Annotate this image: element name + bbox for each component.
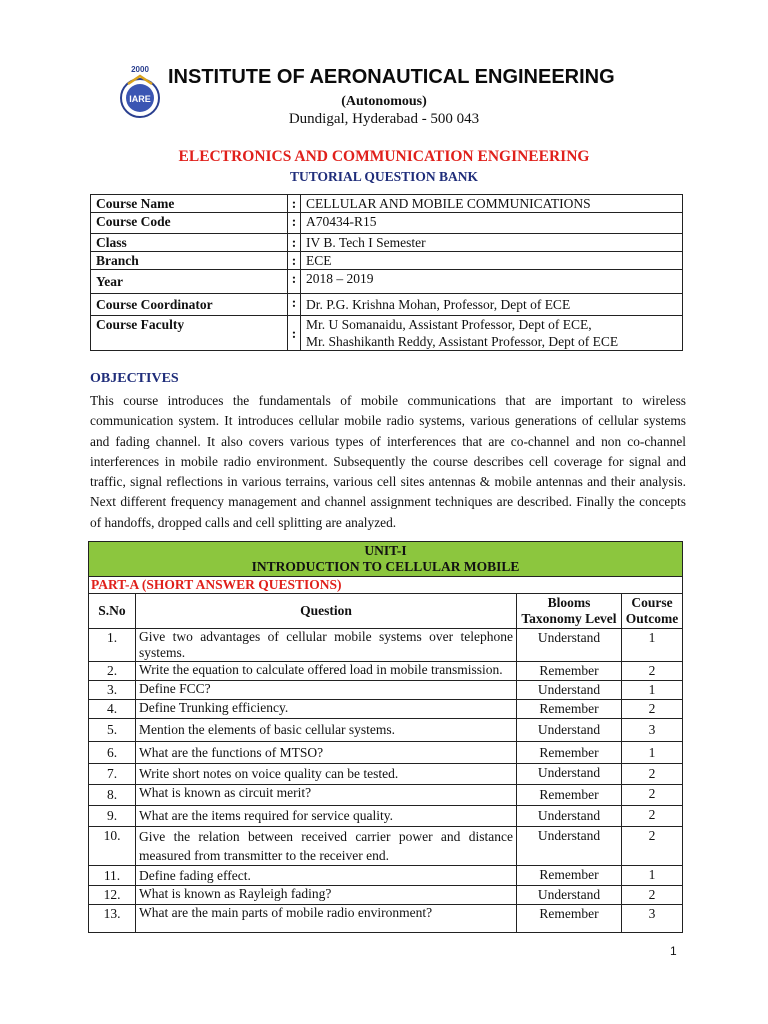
info-key: Course Code bbox=[91, 213, 288, 234]
info-key: Year bbox=[91, 270, 288, 294]
cell-question: Write the equation to calculate offered load in mobile transmission. bbox=[136, 662, 517, 681]
cell-sno: 5. bbox=[89, 719, 136, 742]
table-row bbox=[89, 742, 683, 764]
address: Dundigal, Hyderabad - 500 043 bbox=[288, 111, 480, 127]
cell-sno: 2. bbox=[89, 662, 136, 681]
cell-sno: 7. bbox=[89, 764, 136, 785]
objectives-text: This course introduces the fundamentals of mobile communications that are important to wireless communication system. It introduces cellular mobile radio systems, various generations of cellular systems and fading channel. It also covers various types of interferences that are co-channel and non co-channel interferences in mobile radio environment. Subsequently the course describes cell coverage for signal and traffic, signal reflections in various terrains, various cell sites antennas & mobile antennas and their analysis. Next different frequency management and channel assignment techniques are described. Finally the concepts of handoffs, dropped calls and cell splitting are analyzed. bbox=[90, 393, 686, 530]
cell-sno: 13. bbox=[89, 905, 136, 933]
course-info-table bbox=[90, 194, 683, 351]
table-row bbox=[89, 866, 683, 886]
table-row bbox=[89, 662, 683, 681]
cell-outcome: 1 bbox=[622, 681, 683, 700]
header-outcome-line2: Outcome bbox=[625, 611, 679, 626]
table-row bbox=[89, 905, 683, 933]
cell-outcome: 2 bbox=[622, 700, 683, 719]
cell-blooms: Remember bbox=[517, 785, 622, 806]
cell-question: Define Trunking efficiency. bbox=[136, 700, 517, 719]
cell-sno: 12. bbox=[89, 886, 136, 905]
cell-blooms: Remember bbox=[517, 905, 622, 933]
cell-sno: 9. bbox=[89, 806, 136, 827]
cell-blooms: Understand bbox=[517, 629, 622, 662]
info-key: Course Faculty bbox=[91, 316, 288, 351]
info-key: Course Coordinator bbox=[91, 294, 288, 316]
header-outcome-line1: Course bbox=[631, 595, 673, 610]
cell-outcome: 1 bbox=[622, 866, 683, 886]
column-header-row bbox=[89, 594, 683, 629]
cell-question: Mention the elements of basic cellular systems. bbox=[136, 719, 517, 742]
info-value: Dr. P.G. Krishna Mohan, Professor, Dept of ECE bbox=[301, 294, 683, 316]
info-key: Class bbox=[91, 234, 288, 252]
cell-blooms: Understand bbox=[517, 886, 622, 905]
unit-label: UNIT-I bbox=[364, 543, 407, 558]
cell-blooms: Understand bbox=[517, 719, 622, 742]
info-sep: : bbox=[288, 234, 301, 252]
cell-sno: 10. bbox=[89, 827, 136, 866]
cell-outcome: 2 bbox=[622, 806, 683, 827]
cell-blooms: Remember bbox=[517, 662, 622, 681]
objectives-heading: OBJECTIVES bbox=[90, 371, 179, 386]
logo-text: IARE bbox=[129, 94, 151, 104]
faculty-line-1: Mr. U Somanaidu, Assistant Professor, Dept of ECE, bbox=[306, 317, 592, 332]
cell-outcome: 2 bbox=[622, 827, 683, 866]
cell-question: Define FCC? bbox=[136, 681, 517, 700]
question-table bbox=[88, 541, 683, 933]
part-row bbox=[89, 577, 683, 594]
cell-blooms: Remember bbox=[517, 742, 622, 764]
info-row bbox=[91, 316, 683, 351]
cell-sno: 6. bbox=[89, 742, 136, 764]
header-blooms bbox=[517, 594, 622, 629]
table-row bbox=[89, 681, 683, 700]
cell-outcome: 2 bbox=[622, 785, 683, 806]
info-key: Course Name bbox=[91, 195, 288, 213]
info-value bbox=[301, 316, 683, 351]
cell-question: What is known as circuit merit? bbox=[136, 785, 517, 806]
table-row bbox=[89, 700, 683, 719]
table-row bbox=[89, 764, 683, 785]
table-row bbox=[89, 719, 683, 742]
info-value: A70434-R15 bbox=[301, 213, 683, 234]
cell-sno: 4. bbox=[89, 700, 136, 719]
info-row bbox=[91, 195, 683, 213]
table-row bbox=[89, 785, 683, 806]
table-row bbox=[89, 886, 683, 905]
cell-sno: 11. bbox=[89, 866, 136, 886]
cell-outcome: 2 bbox=[622, 662, 683, 681]
cell-question: What are the main parts of mobile radio environment? bbox=[136, 905, 517, 933]
header-blooms-line2: Taxonomy Level bbox=[521, 611, 617, 626]
cell-question: What are the functions of MTSO? bbox=[136, 742, 517, 764]
cell-outcome: 1 bbox=[622, 742, 683, 764]
info-sep: : bbox=[288, 213, 301, 234]
cell-outcome: 1 bbox=[622, 629, 683, 662]
cell-blooms: Understand bbox=[517, 681, 622, 700]
faculty-line-2: Mr. Shashikanth Reddy, Assistant Professor, Dept of ECE bbox=[306, 334, 619, 349]
header-question: Question bbox=[136, 594, 517, 629]
part-label: PART-A (SHORT ANSWER QUESTIONS) bbox=[89, 577, 683, 594]
cell-outcome: 2 bbox=[622, 886, 683, 905]
institute-name: INSTITUTE OF AERONAUTICAL ENGINEERING bbox=[168, 66, 615, 88]
table-row bbox=[89, 827, 683, 866]
info-value: CELLULAR AND MOBILE COMMUNICATIONS bbox=[301, 195, 683, 213]
cell-question: Write short notes on voice quality can be tested. bbox=[136, 764, 517, 785]
info-value: 2018 – 2019 bbox=[301, 270, 683, 294]
cell-blooms: Understand bbox=[517, 806, 622, 827]
cell-question: Give the relation between received carrier power and distance measured from transmitter to the receiver end. bbox=[136, 827, 517, 866]
info-value: IV B. Tech I Semester bbox=[301, 234, 683, 252]
cell-question: What is known as Rayleigh fading? bbox=[136, 886, 517, 905]
info-row bbox=[91, 252, 683, 270]
unit-banner-row bbox=[89, 542, 683, 577]
info-value: ECE bbox=[301, 252, 683, 270]
info-sep: : bbox=[288, 316, 301, 351]
cell-question: What are the items required for service quality. bbox=[136, 806, 517, 827]
info-sep: : bbox=[288, 270, 301, 294]
info-row bbox=[91, 270, 683, 294]
info-row bbox=[91, 234, 683, 252]
cell-sno: 3. bbox=[89, 681, 136, 700]
cell-outcome: 2 bbox=[622, 764, 683, 785]
cell-question: Define fading effect. bbox=[136, 866, 517, 886]
department-title: ELECTRONICS AND COMMUNICATION ENGINEERING bbox=[178, 148, 590, 165]
unit-banner bbox=[89, 542, 683, 577]
page-number: 1 bbox=[670, 944, 677, 958]
cell-blooms: Understand bbox=[517, 827, 622, 866]
cell-sno: 1. bbox=[89, 629, 136, 662]
cell-outcome: 3 bbox=[622, 719, 683, 742]
cell-blooms: Remember bbox=[517, 700, 622, 719]
table-row bbox=[89, 629, 683, 662]
document-type: TUTORIAL QUESTION BANK bbox=[289, 169, 479, 184]
header-blooms-line1: Blooms bbox=[547, 595, 591, 610]
cell-question: Give two advantages of cellular mobile systems over telephone systems. bbox=[136, 629, 517, 662]
info-key: Branch bbox=[91, 252, 288, 270]
info-sep: : bbox=[288, 252, 301, 270]
cell-sno: 8. bbox=[89, 785, 136, 806]
info-sep: : bbox=[288, 195, 301, 213]
table-row bbox=[89, 806, 683, 827]
cell-blooms: Remember bbox=[517, 866, 622, 886]
unit-title: INTRODUCTION TO CELLULAR MOBILE bbox=[251, 559, 520, 574]
logo-year: 2000 bbox=[131, 65, 149, 74]
info-sep: : bbox=[288, 294, 301, 316]
header-outcome bbox=[622, 594, 683, 629]
info-row bbox=[91, 294, 683, 316]
cell-blooms: Understand bbox=[517, 764, 622, 785]
info-row bbox=[91, 213, 683, 234]
cell-outcome: 3 bbox=[622, 905, 683, 933]
autonomous-label: (Autonomous) bbox=[341, 94, 427, 109]
header-sno: S.No bbox=[89, 594, 136, 629]
